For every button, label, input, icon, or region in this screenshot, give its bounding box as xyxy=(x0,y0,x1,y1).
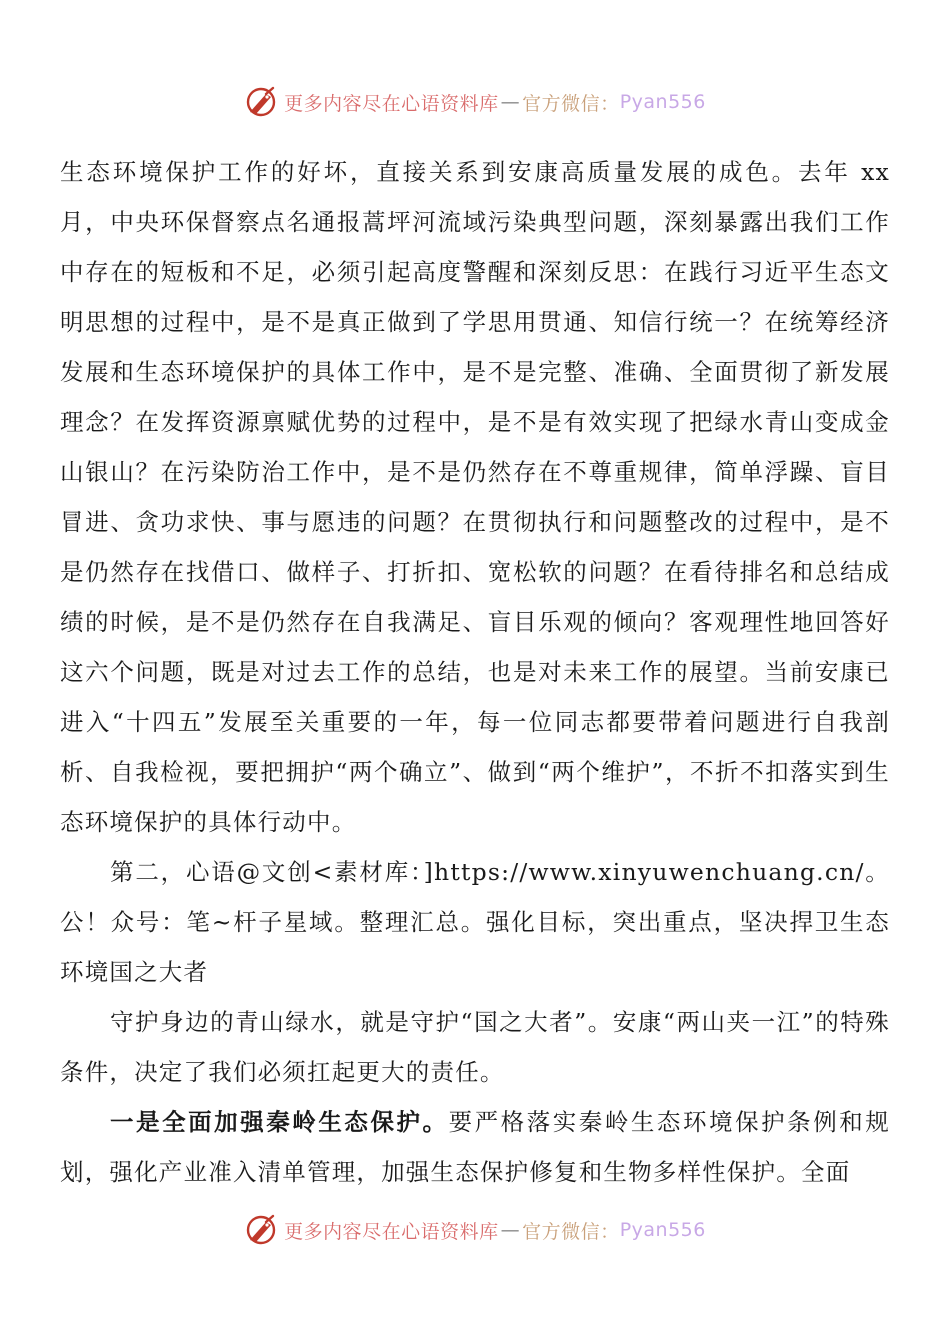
paragraph-4-lead: 一是全面加强秦岭生态保护。 xyxy=(110,1108,449,1136)
fountain-pen-logo-icon xyxy=(244,85,278,119)
banner-site-text: 更多内容尽在心语资料库 xyxy=(284,92,499,115)
paragraph-4 xyxy=(60,1097,890,1197)
footer-contact-label: 官方微信： xyxy=(522,1220,620,1243)
paragraph-4-body: 要严格落实秦岭生态环境保护条例和规划，强化产业准入清单管理，加强生态保护修复和生物多样性保护。全面 xyxy=(60,1108,890,1186)
fountain-pen-logo-icon xyxy=(244,1213,278,1247)
header-banner xyxy=(0,82,950,122)
paragraph-3: 守护身边的青山绿水，就是守护“国之大者”。安康“两山夹一江”的特殊条件，决定了我们必须扛起更大的责任。 xyxy=(60,1008,890,1086)
paragraph-1: 生态环境保护工作的好坏，直接关系到安康高质量发展的成色。去年 xx 月，中央环保督察点名通报蒿坪河流域污染典型问题，深刻暴露出我们工作中存在的短板和不足，必须引起高度警醒和深刻反思：在践行习近平生态文明思想的过程中，是不是真正做到了学思用贯通、知信行统一？在统筹经济发展和生态环境保护的具体工作中，是不是完整、准确、全面贯彻了新发展理念？在发挥资源禀赋优势的过程中，是不是有效实现了把绿水青山变成金山银山？在污染防治工作中，是不是仍然存在不尊重规律，简单浮躁、盲目冒进、贪功求快、事与愿违的问题？在贯彻执行和问题整改的过程中，是不是仍然存在找借口、做样子、打折扣、宽松软的问题？在看待排名和总结成绩的时候，是不是仍然存在自我满足、盲目乐观的倾向？客观理性地回答好这六个问题，既是对过去工作的总结，也是对未来工作的展望。当前安康已进入“十四五”发展至关重要的一年，每一位同志都要带着问题进行自我剖析、自我检视，要把拥护“两个确立”、做到“两个维护”，不折不扣落实到生态环境保护的具体行动中。 xyxy=(60,158,890,836)
footer-separator: — xyxy=(500,1219,521,1241)
banner-contact-handle: Pyan556 xyxy=(619,91,706,113)
document-body xyxy=(60,147,890,1197)
banner-contact-label: 官方微信： xyxy=(522,92,620,115)
footer-banner xyxy=(0,1210,950,1250)
footer-contact-handle: Pyan556 xyxy=(619,1219,706,1241)
paragraph-2: 第二，心语@文创<素材库：]https://www.xinyuwenchuang.cn/。公！众号：笔~杆子星域。整理汇总。强化目标，突出重点，坚决捍卫生态环境国之大者 xyxy=(60,858,890,986)
footer-site-text: 更多内容尽在心语资料库 xyxy=(284,1220,499,1243)
banner-separator: — xyxy=(500,91,521,113)
